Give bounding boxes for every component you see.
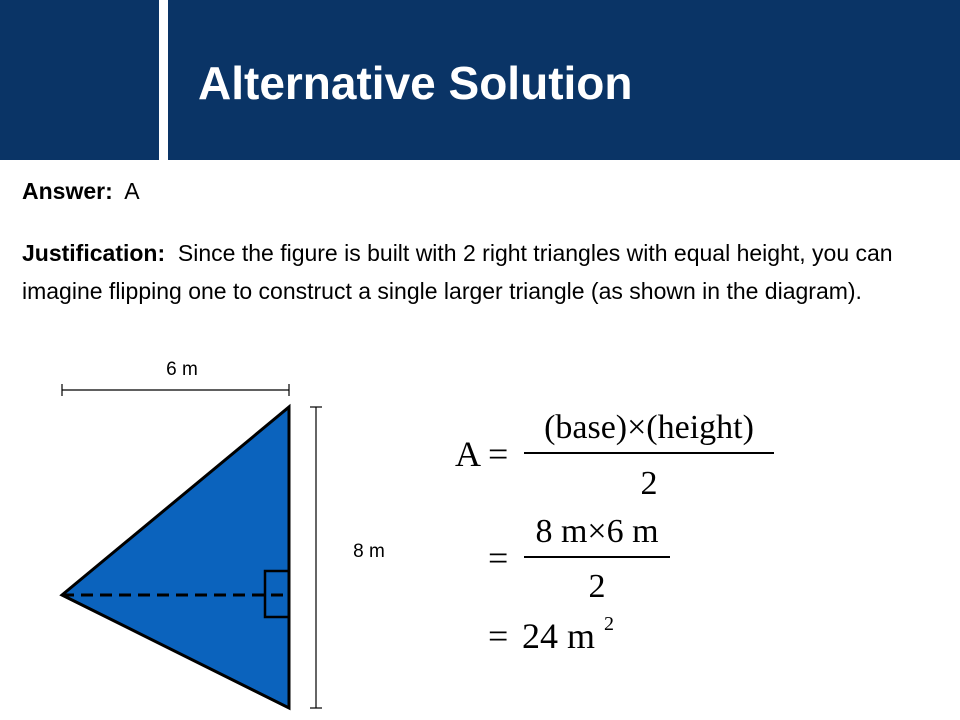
eq-lhs-a: A xyxy=(455,434,481,474)
answer-label: Answer: xyxy=(22,178,113,204)
eq-line1-denominator: 2 xyxy=(640,465,658,502)
header-left-band xyxy=(0,0,159,160)
page-title: Alternative Solution xyxy=(198,57,633,109)
justification-label: Justification: xyxy=(22,240,166,266)
eq-line3-value: 24 m xyxy=(522,616,596,656)
answer-value: A xyxy=(124,178,140,204)
answer-line xyxy=(22,178,140,205)
triangle-diagram xyxy=(0,350,420,720)
justification-paragraph xyxy=(22,234,922,310)
eq-line2-numerator: 8 m×6 m xyxy=(535,513,659,550)
eq-line2-denominator: 2 xyxy=(588,568,606,605)
combined-triangle xyxy=(62,407,289,708)
eq-line1-equals: = xyxy=(488,434,509,474)
eq-line3-equals: = xyxy=(488,616,509,656)
width-label: 6 m xyxy=(166,359,198,380)
eq-line1-numerator: (base)×(height) xyxy=(544,409,754,446)
eq-line2-equals: = xyxy=(488,538,509,578)
area-equation xyxy=(440,395,800,665)
eq-line3-exponent: 2 xyxy=(604,613,614,635)
justification-text: Since the figure is built with 2 right triangles with equal height, you can imagine flipping one to construct a single larger triangle (as shown in the diagram). xyxy=(22,240,893,304)
header-bar xyxy=(0,0,960,160)
height-label: 8 m xyxy=(353,541,385,562)
